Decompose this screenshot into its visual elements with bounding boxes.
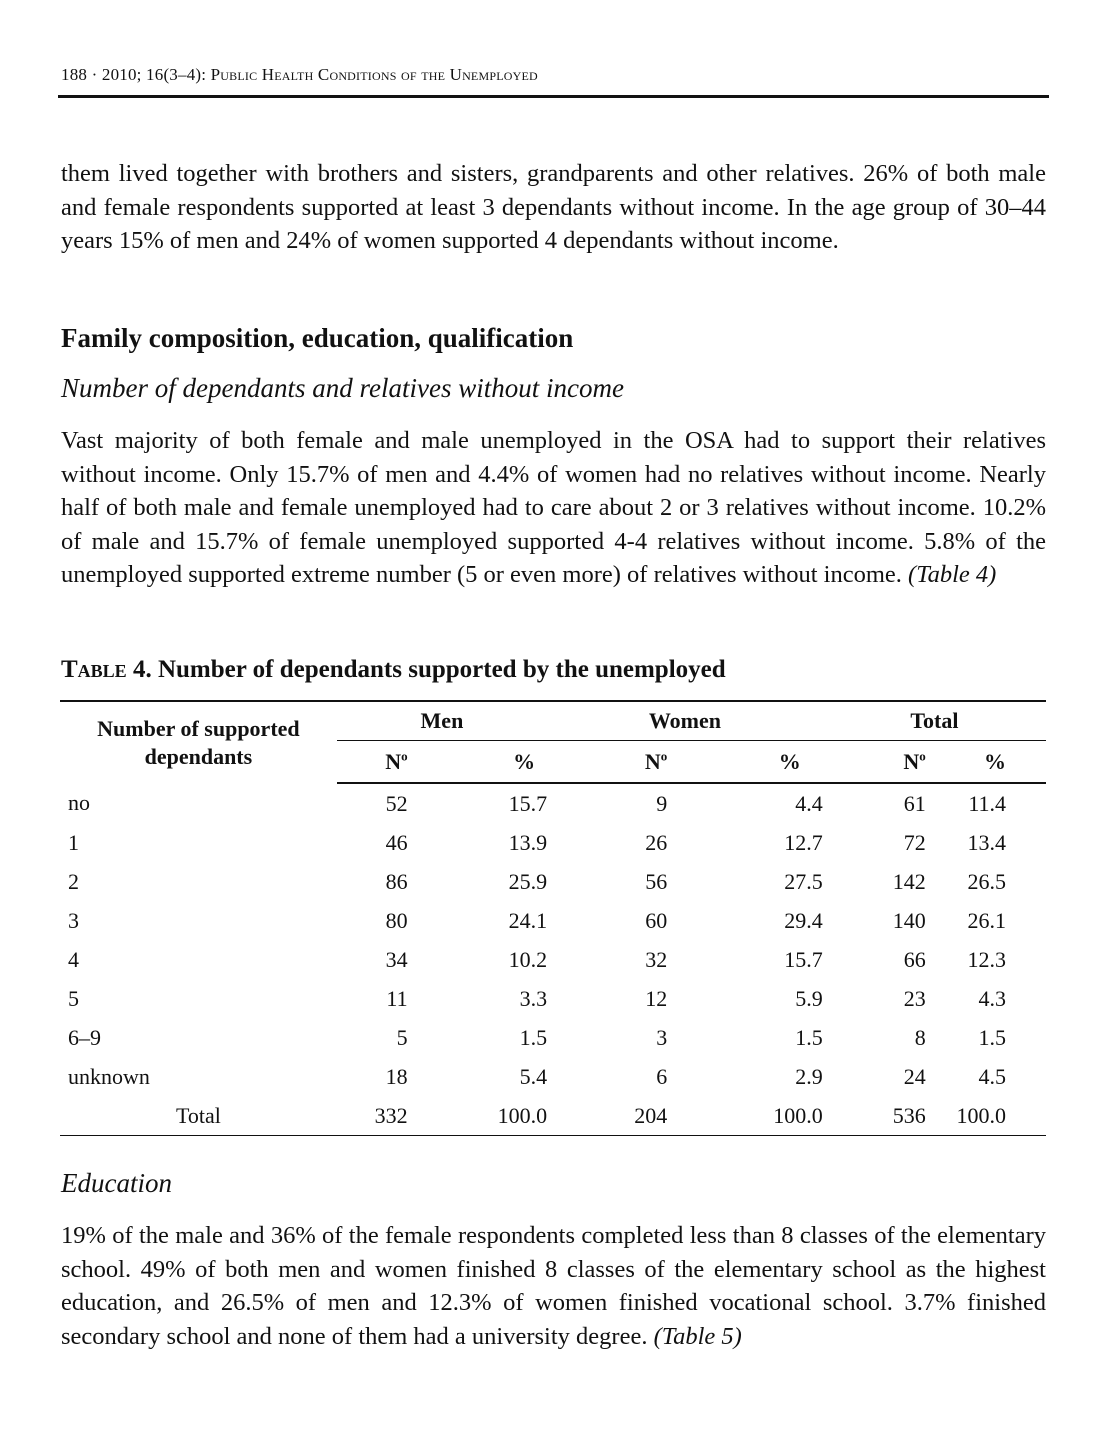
table-total-row: Total 332 100.0 204 100.0 536 100.0 <box>60 1096 1046 1136</box>
education-paragraph-text: 19% of the male and 36% of the female respondents completed less than 8 classes of the elementary school. 49% of both men and women finished 8 classes of the elementary school as the highest education, and 26.5% of men and 12.3% of women finished vocational school. 3.7% finished secondary school and none of them had a university degree. <box>61 1222 1046 1350</box>
group-header-total: Total <box>823 701 1046 741</box>
col-header-total-n: $N^o$ <box>823 741 926 784</box>
group-header-men: Men <box>337 701 547 741</box>
table-4 <box>60 700 1046 1136</box>
header-rule <box>58 95 1049 98</box>
subsection-title-education: Education <box>61 1168 172 1198</box>
table-row: 6–9 5 1.5 3 1.5 8 1.5 <box>68 1024 1006 1050</box>
section-title: Family composition, education, qualification <box>61 323 574 353</box>
table-row: 2 86 25.9 56 27.5 142 26.5 <box>68 868 1006 894</box>
group-header-women: Women <box>547 701 823 741</box>
journal-title: Public Health Conditions of the Unemployed <box>210 65 538 84</box>
table-4-caption <box>61 656 726 684</box>
table-caption-text: Number of dependants supported by the unemployed <box>157 656 726 683</box>
table-row: unknown 18 5.4 6 2.9 24 4.5 <box>68 1063 1006 1089</box>
subsection-title-dependants: Number of dependants and relatives without income <box>61 373 624 403</box>
table-5-reference[interactable]: (Table 5) <box>653 1322 742 1350</box>
table-row: 5 11 3.3 12 5.9 23 4.3 <box>68 985 1006 1011</box>
running-head <box>61 65 538 85</box>
dependants-paragraph <box>61 424 1046 592</box>
intro-paragraph: them lived together with brothers and sisters, grandparents and other relatives. 26% of both male and female respondents supported at least 3 dependants without income. In the age group of 30–44 years 15% of men and 24% of women supported 4 dependants without income. <box>61 160 1046 254</box>
table-row: 3 80 24.1 60 29.4 140 26.1 <box>68 907 1006 933</box>
table-row: 4 34 10.2 32 15.7 66 12.3 <box>68 946 1006 972</box>
col-header-total-pct: % <box>926 741 1046 784</box>
dependants-paragraph-text: Vast majority of both female and male unemployed in the OSA had to support their relatives without income. Only 15.7% of men and 4.4% of women had no relatives without income. Nearly half of both male and female unemployed had to care about 2 or 3 relatives without income. 10.2% of male and 15.7% of female unemployed supported 4-4 relatives without income. 5.8% of the unemployed supported extreme number (5 or even more) of relatives without income. <box>61 427 1046 588</box>
table-row: 1 46 13.9 26 12.7 72 13.4 <box>68 829 1006 855</box>
col-header-women-n: $N^o$ <box>547 741 667 784</box>
journal-citation: · 2010; 16(3–4): <box>91 65 211 84</box>
col-header-men-pct: % <box>408 741 547 784</box>
col-header-men-n: $N^o$ <box>337 741 408 784</box>
row-header: Number of supported dependants <box>60 701 337 783</box>
col-header-women-pct: % <box>667 741 823 784</box>
table-row: no 52 15.7 9 4.4 61 11.4 <box>68 790 1006 816</box>
table-caption-number: 4. <box>132 656 152 683</box>
table-caption-label: Table <box>61 656 127 683</box>
table-4-reference[interactable]: (Table 4) <box>908 561 997 588</box>
education-paragraph <box>61 1219 1046 1353</box>
page-number: 188 <box>61 65 88 84</box>
